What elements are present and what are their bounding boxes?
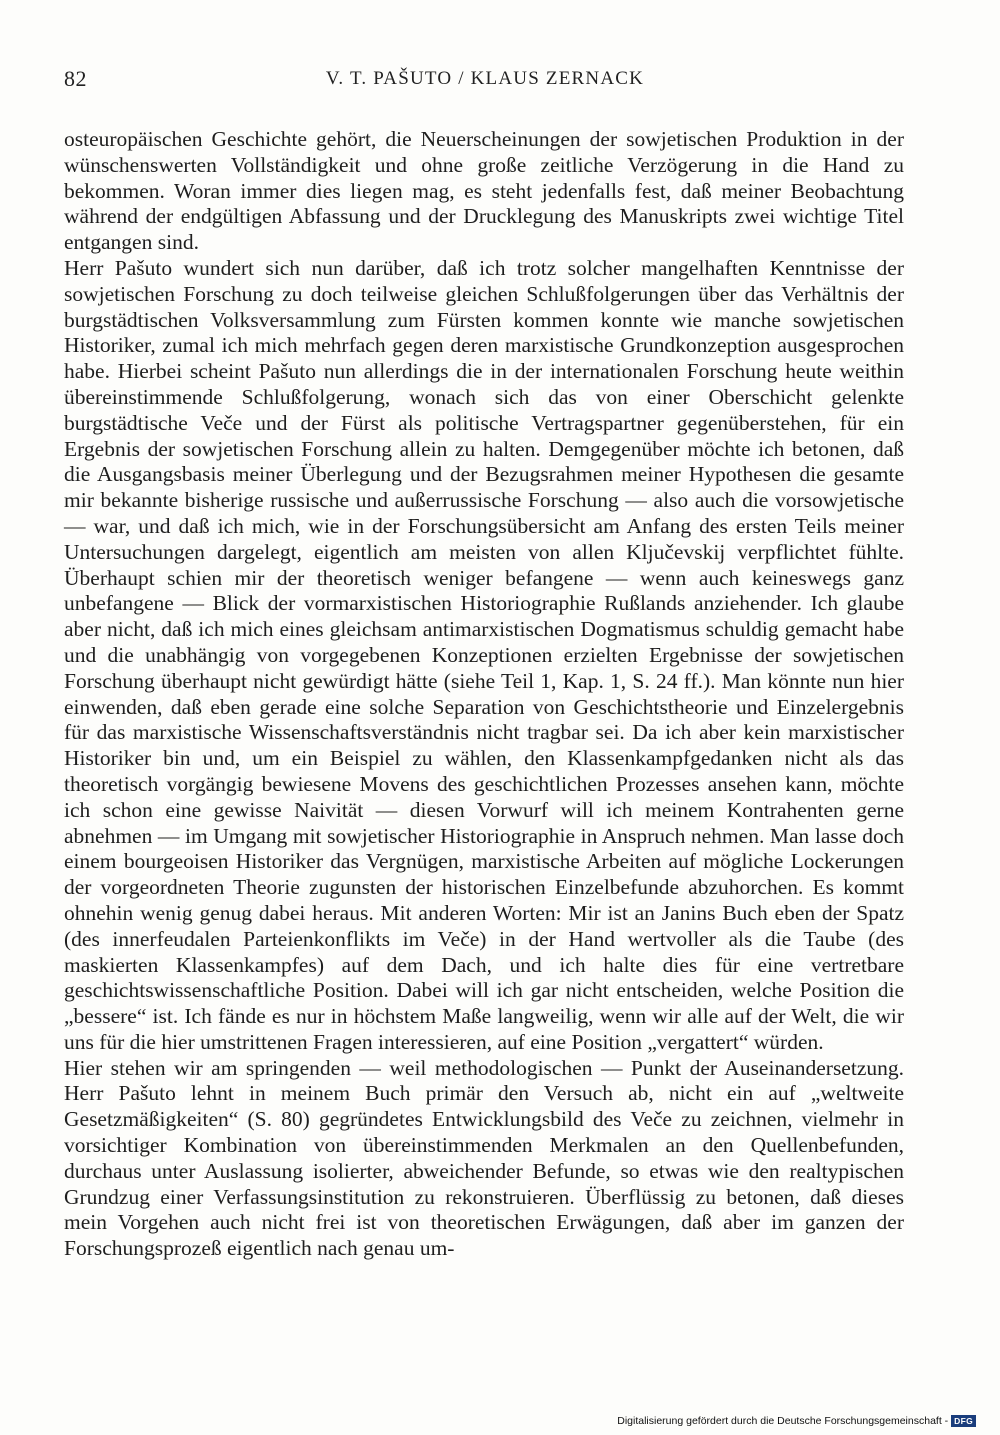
- paragraph: Hier stehen wir am springenden — weil methodologischen — Punkt der Auseinandersetzung. Herr Pašuto lehnt in meinem Buch primär den Versuch ab, nicht ein auf „weltweite Gesetzmäßigkeiten“ (S. 80) gegründetes Entwicklungsbild des Veče zu zeichnen, vielmehr in vorsichtiger Kombination von übereinstimmenden Merkmalen an den Quellenbefunden, durchaus unter Auslassung isolierter, abweichender Befunde, so etwas wie den realtypischen Grundzug einer Verfassungsinstitution zu rekonstruieren. Überflüssig zu betonen, daß dieses mein Vorgehen auch nicht frei ist von theoretischen Erwägungen, daß aber im ganzen der Forschungsprozeß eigentlich nach genau um-: [64, 1055, 904, 1261]
- page-header: [64, 66, 906, 106]
- paragraph: osteuropäischen Geschichte gehört, die Neuerscheinungen der sowjetischen Produktion in der wünschenswerten Vollständigkeit und ohne große zeitliche Verzögerung in die Hand zu bekommen. Woran immer dies liegen mag, es steht jedenfalls fest, daß meiner Beobachtung während der endgültigen Abfassung und der Drucklegung des Manuskripts zwei wichtige Titel entgangen sind.: [64, 127, 904, 255]
- page-number: 82: [64, 66, 87, 91]
- dfg-logo: DFG: [951, 1415, 976, 1427]
- digitization-credit: [617, 1415, 976, 1427]
- running-head: V. T. PAŠUTO / KLAUS ZERNACK: [325, 68, 645, 89]
- paragraph: Herr Pašuto wundert sich nun darüber, daß ich trotz solcher mangelhaften Kenntnisse der sowjetischen Forschung zu doch teilweise gleichen Schlußfolgerungen über das Verhältnis der burgstädtischen Volksversammlung zum Fürsten kommen konnte wie manche sowjetischen Historiker, zumal ich mich mehrfach gegen deren marxistische Grundkonzeption ausgesprochen habe. Hierbei scheint Pašuto nun allerdings die in der internationalen Forschung heute weithin übereinstimmende Schlußfolgerung, wonach sich das von einer Oberschicht gelenkte burgstädtische Veče und der Fürst als politische Vertragspartner gegenüberstehen, für ein Ergebnis der sowjetischen Forschung allein zu halten. Demgegenüber möchte ich betonen, daß die Ausgangsbasis meiner Überlegung und der Bezugsrahmen meiner Hypothesen die gesamte mir bekannte bisherige russische und außerrussische Forschung — also auch die vorsowjetische — war, und daß ich mich, wie in der Forschungsübersicht am Anfang des ersten Teils meiner Untersuchungen dargelegt, eigentlich am meisten von allen Ključevskij verpflichtet fühlte. Überhaupt schien mir der theoretisch weniger befangene — wenn auch keineswegs ganz unbefangene — Blick der vormarxistischen Historiographie Rußlands anziehender. Ich glaube aber nicht, daß ich mich eines gleichsam antimarxistischen Dogmatismus schuldig gemacht habe und die unabhängig von vorgegebenen Konzeptionen erzielten Ergebnisse der sowjetischen Forschung überhaupt nicht gewürdigt hätte (siehe Teil 1, Kap. 1, S. 24 ff.). Man könnte nun hier einwenden, daß eben gerade eine solche Separation von Geschichtstheorie und Einzelergebnis für das marxistische Wissenschaftsverständnis nicht tragbar sei. Da ich aber kein marxistischer Historiker bin und, um ein Beispiel zu wählen, den Klassenkampfgedanken nicht als das theoretisch vorgängig bewiesene Movens des geschichtlichen Prozesses ansehen kann, möchte ich schon eine gewisse Naivität — diesen Vorwurf will ich meinem Kontrahenten gerne abnehmen — im Umgang mit sowjetischer Historiographie in Anspruch nehmen. Man lasse doch einem bourgeoisen Historiker das Vergnügen, marxistische Arbeiten auf mögliche Lockerungen der vorgeordneten Theorie zugunsten der historischen Einzelbefunde abzuhorchen. Es kommt ohnehin wenig genug dabei heraus. Mit anderen Worten: Mir ist an Janins Buch eben der Spatz (des innerfeudalen Parteienkonflikts im Veče) in der Hand wertvoller als die Taube (des maskierten Klassenkampfes) auf dem Dach, und ich halte dies für eine vertretbare geschichtswissenschaftliche Position. Dabei will ich gar nicht entscheiden, welche Position die „bessere“ ist. Ich fände es nur in höchstem Maße langweilig, wenn wir alle auf der Welt, die wir uns für die hier umstrittenen Fragen interessieren, auf eine Position „vergattert“ würden.: [64, 255, 904, 1054]
- credit-text: Digitalisierung gefördert durch die Deutsche Forschungsgemeinschaft -: [617, 1415, 949, 1427]
- body-text: [64, 127, 904, 1262]
